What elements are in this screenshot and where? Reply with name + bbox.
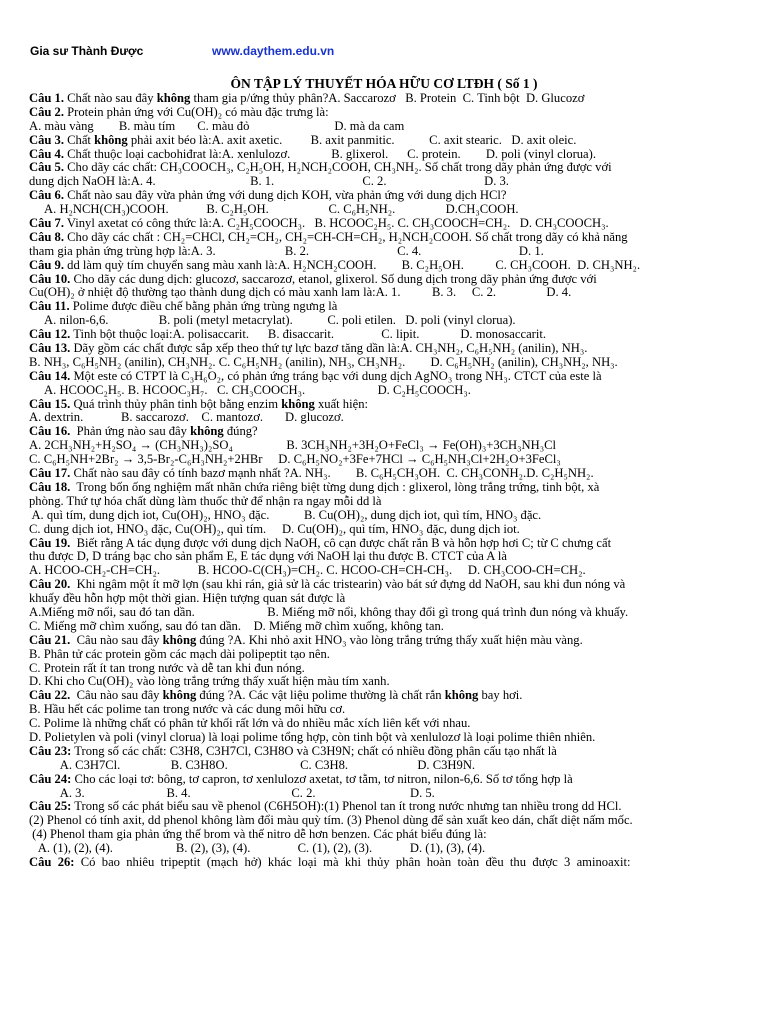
question-number: Câu 1. — [29, 91, 64, 105]
question-line: Cu(OH)₂ ở nhiệt độ thường tạo thành dung dịch có màu xanh lam là:A. 1. B. 3. C. 2. D. 4. — [29, 285, 572, 300]
question-line: Câu 25: Trong số các phát biểu sau về phenol (C6H5OH):(1) Phenol tan ít trong nước nhưng tan nhiều trong dd HCl. — [29, 799, 622, 814]
question-line: Câu 4. Chất thuộc loại cacbohiđrat là:A. xenlulozơ. B. glixerol. C. protein. D. poli (vinyl clorua). — [29, 146, 596, 161]
question-line: C. Polime là những chất có phân tử khối rất lớn và do nhiều mắc xích liên kết với nhau. — [29, 716, 471, 731]
question-line: B. Hầu hết các polime tan trong nước và các dung môi hữu cơ. — [29, 702, 346, 717]
question-line: Câu 1. Chất nào sau đây không tham gia p/ứng thủy phân?A. Saccarozơ B. Protein C. Tinh bột D. Glucozơ — [29, 91, 585, 105]
question-line: Câu 10. Cho dãy các dung dịch: glucozơ, saccarozơ, etanol, glixerol. Số dung dịch trong dãy phản ứng được với — [29, 271, 597, 286]
header-author: Gia sư Thành Được — [30, 44, 144, 58]
question-number: Câu 8. — [29, 229, 64, 244]
question-number: Câu 12. — [29, 327, 71, 342]
question-number: Câu 19. — [29, 535, 71, 550]
question-line: Câu 2. Protein phản ứng với Cu(OH)₂ có màu đặc trưng là: — [29, 104, 329, 119]
question-line: Câu 24: Cho các loại tơ: bông, tơ capron, tơ xenlulozơ axetat, tơ tằm, tơ nitron, nilon-6,6. Số tơ tổng hợp là — [29, 771, 573, 786]
question-line: Câu 18. Trong bốn ống nghiệm mất nhãn chứa riêng biệt từng dung dịch : glixerol, lòng trắng trứng, tinh bột, xà — [29, 479, 600, 494]
question-line: A. màu vàng B. màu tím C. màu đỏ D. mà da cam — [29, 118, 405, 133]
question-line: C. Protein rất ít tan trong nước và dễ tan khi đun nóng. — [29, 660, 305, 675]
question-number: Câu 9. — [29, 257, 64, 272]
question-line: D. Khi cho Cu(OH)₂ vào lòng trắng trứng thấy xuất hiện màu tím xanh. — [29, 674, 390, 689]
question-number: Câu 15. — [29, 396, 71, 411]
question-number: Câu 25: — [29, 799, 72, 814]
question-line: Câu 5. Cho dãy các chất: CH₃COOCH₃, C₂H₅OH, H₂NCH₂COOH, CH₃NH₂. Số chất trong dãy phản ứng được với — [29, 160, 612, 175]
question-number: Câu 21. — [29, 632, 71, 647]
question-number: Câu 6. — [29, 188, 64, 203]
question-number: Câu 18. — [29, 479, 71, 494]
question-number: Câu 22. — [29, 688, 71, 703]
question-line: C. C₆H₅NH+2Br₂ → 3,5-Br₂-C₆H₃NH₂+2HBr D. C₆H₅NO₂+3Fe+7HCl → C₆H₅NH₃Cl+2H₂O+3FeCl₃ — [29, 452, 561, 467]
question-number: Câu 14. — [29, 368, 71, 383]
question-line: Câu 20. Khi ngâm một ít mỡ lợn (sau khi rán, giả sử là các tristearin) vào bát sứ đựng dd NaOH, sau khi đun nóng và — [29, 577, 626, 592]
question-number: Câu 4. — [29, 146, 64, 161]
question-line: Câu 17. Chất nào sau đây có tính bazơ mạnh nhất ?A. NH₃. B. C₆H₅CH₃OH. C. CH₃CONH₂.D. C₂H₅NH₂. — [29, 466, 594, 481]
question-number: Câu 26: — [29, 854, 75, 869]
question-line: A. dextrin. B. saccarozơ. C. mantozơ. D. glucozơ. — [29, 410, 344, 425]
question-line: Câu 19. Biết rằng A tác dụng được với dung dịch NaOH, cô cạn được chất rắn B và hỗn hợp hơi C; từ C chưng cất — [29, 535, 612, 550]
question-line: Câu 26: Có bao nhiêu tripeptit (mạch hở) khác loại mà khi thủy phân hoàn toàn đều thu được 3 aminoaxit: — [29, 854, 631, 869]
question-number: Câu 13. — [29, 341, 71, 356]
question-line: Câu 15. Quá trình thủy phân tinh bột bằng enzim không xuất hiện: — [29, 396, 368, 411]
question-line: Câu 12. Tinh bột thuộc loại:A. polisaccarit. B. đisaccarit. C. lipit. D. monosaccarit. — [29, 327, 546, 342]
question-line: A. quì tím, dung dịch iot, Cu(OH)₂, HNO₃ đặc. B. Cu(OH)₂, dung dịch iot, quì tím, HNO₃ đặc. — [29, 507, 542, 522]
question-line: C. Miếng mỡ chìm xuống, sau đó tan dần. D. Miếng mỡ chìm xuống, không tan. — [29, 618, 444, 633]
question-line: (2) Phenol có tính axit, dd phenol không làm đổi màu quỳ tím. (3) Phenol dùng để sản xuất keo dán, chất diệt nấm mốc. — [29, 813, 633, 828]
question-number: Câu 10. — [29, 271, 71, 286]
question-number: Câu 20. — [29, 577, 71, 592]
question-line: Câu 8. Cho dãy các chất : CH₂=CHCl, CH₂=CH₂, CH₂=CH-CH=CH₂, H₂NCH₂COOH. Số chất trong dãy có khả năng — [29, 229, 628, 244]
question-line: khuấy đều hỗn hợp một thời gian. Hiện tượng quan sát được là — [29, 591, 346, 606]
question-list — [29, 92, 741, 870]
question-line: Câu 3. Chất không phải axit béo là:A. axit axetic. B. axit panmitic. C. axit stearic. D. axit oleic. — [29, 132, 577, 147]
question-number: Câu 5. — [29, 160, 64, 175]
question-line: Câu 23: Trong số các chất: C3H8, C3H7Cl, C3H8O và C3H9N; chất có nhiều đồng phân cấu tạo nhất là — [29, 743, 557, 758]
document-title: ÔN TẬP LÝ THUYẾT HÓA HỮU CƠ LTĐH ( Số 1 ) — [230, 76, 538, 91]
question-line: tham gia phản ứng trùng hợp là:A. 3. B. 2. C. 4. D. 1. — [29, 243, 544, 258]
question-line: Câu 7. Vinyl axetat có công thức là:A. C₂H₅COOCH₃. B. HCOOC₂H₅. C. CH₃COOCH=CH₂. D. CH₃COOCH₃. — [29, 216, 609, 231]
question-line: A.Miếng mỡ nổi, sau đó tan dần. B. Miếng mỡ nổi, không thay đổi gì trong quá trình đun nóng và khuấy. — [29, 604, 629, 619]
question-number: Câu 24: — [29, 771, 72, 786]
question-number: Câu 11. — [29, 299, 70, 314]
question-line: B. Phân tử các protein gồm các mạch dài polipeptit tạo nên. — [29, 646, 330, 661]
question-number: Câu 3. — [29, 132, 64, 147]
question-number: Câu 23: — [29, 743, 72, 758]
question-number: Câu 17. — [29, 466, 71, 481]
question-line: A. 3. B. 4. C. 2. D. 5. — [29, 785, 435, 800]
question-line: A. C3H7Cl. B. C3H8O. C. C3H8. D. C3H9N. — [29, 757, 476, 772]
question-line: A. HCOOC₂H₅. B. HCOOC₃H₇. C. CH₃COOCH₃. D. C₂H₅COOCH₃. — [29, 382, 471, 397]
question-line: Câu 16. Phản ứng nào sau đây không đúng? — [29, 424, 258, 439]
question-line: A. 2CH₃NH₂+H₂SO₄ → (CH₃NH₃)₂SO₄ B. 3CH₃NH₂+3H₂O+FeCl₃ → Fe(OH)₃+3CH₃NH₃Cl — [29, 438, 557, 453]
question-line: thu được D, D tráng bạc cho sản phẩm E, E tác dụng với NaOH lại thu được B. CTCT của A là — [29, 549, 507, 564]
question-line: Câu 13. Dãy gồm các chất được sắp xếp theo thứ tự lực bazơ tăng dần là:A. CH₃NH₂, C₆H₅NH₂ (anilin), NH₃. — [29, 341, 588, 356]
question-number: Câu 7. — [29, 216, 64, 231]
question-line: D. Polietylen và poli (vinyl clorua) là loại polime tổng hợp, còn tinh bột và xenlulozơ là loại polime thiên nhiên. — [29, 729, 596, 744]
question-number: Câu 2. — [29, 104, 64, 119]
question-line: Câu 22. Câu nào sau đây không đúng ?A. Các vật liệu polime thường là chất rắn không bay hơi. — [29, 688, 523, 703]
question-line: B. NH₃, C₆H₅NH₂ (anilin), CH₃NH₂. C. C₆H₅NH₂ (anilin), NH₃, CH₃NH₂. D. C₆H₅NH₂ (anilin), CH₃NH₂, NH₃. — [29, 354, 618, 369]
question-line: A. H₂NCH(CH₃)COOH. B. C₂H₅OH. C. C₆H₅NH₂. D.CH₃COOH. — [29, 202, 519, 217]
question-line: C. dung dịch iot, HNO₃ đặc, Cu(OH)₂, quì tím. D. Cu(OH)₂, quì tím, HNO₃ đặc, dung dịch iot. — [29, 521, 520, 536]
question-line: dung dịch NaOH là:A. 4. B. 1. C. 2. D. 3. — [29, 174, 509, 189]
question-line: Câu 9. dd làm quỳ tím chuyển sang màu xanh là:A. H₂NCH₂COOH. B. C₂H₅OH. C. CH₃COOH. D. CH₃NH₂. — [29, 257, 641, 272]
question-line: phòng. Thứ tự hóa chất dùng làm thuốc thử để nhận ra ngay mỗi dd là — [29, 493, 382, 508]
header-website: www.daythem.edu.vn — [212, 44, 335, 58]
question-line: A. HCOO-CH₂-CH=CH₂. B. HCOO-C(CH₃)=CH₂. C. HCOO-CH=CH-CH₃. D. CH₃COO-CH=CH₂. — [29, 563, 586, 578]
question-line: A. (1), (2), (4). B. (2), (3), (4). C. (1), (2), (3). D. (1), (3), (4). — [29, 841, 486, 856]
question-line: A. nilon-6,6. B. poli (metyl metacrylat). C. poli etilen. D. poli (vinyl clorua). — [29, 313, 516, 328]
question-line: Câu 14. Một este có CTPT là C₃H₆O₂, có phản ứng tráng bạc với dung dịch AgNO₃ trong NH₃. CTCT của este là — [29, 368, 602, 383]
question-line: Câu 21. Câu nào sau đây không đúng ?A. Khi nhỏ axit HNO₃ vào lòng trắng trứng thấy xuất hiện màu vàng. — [29, 632, 583, 647]
question-line: Câu 6. Chất nào sau đây vừa phản ứng với dung dịch KOH, vừa phản ứng với dung dịch HCl? — [29, 188, 507, 203]
question-line: Câu 11. Polime được điều chế bằng phản ứng trùng ngưng là — [29, 299, 338, 314]
question-line: (4) Phenol tham gia phản ứng thế brom và thế nitro dễ hơn benzen. Các phát biểu đúng là: — [29, 827, 487, 842]
question-number: Câu 16. — [29, 424, 71, 439]
